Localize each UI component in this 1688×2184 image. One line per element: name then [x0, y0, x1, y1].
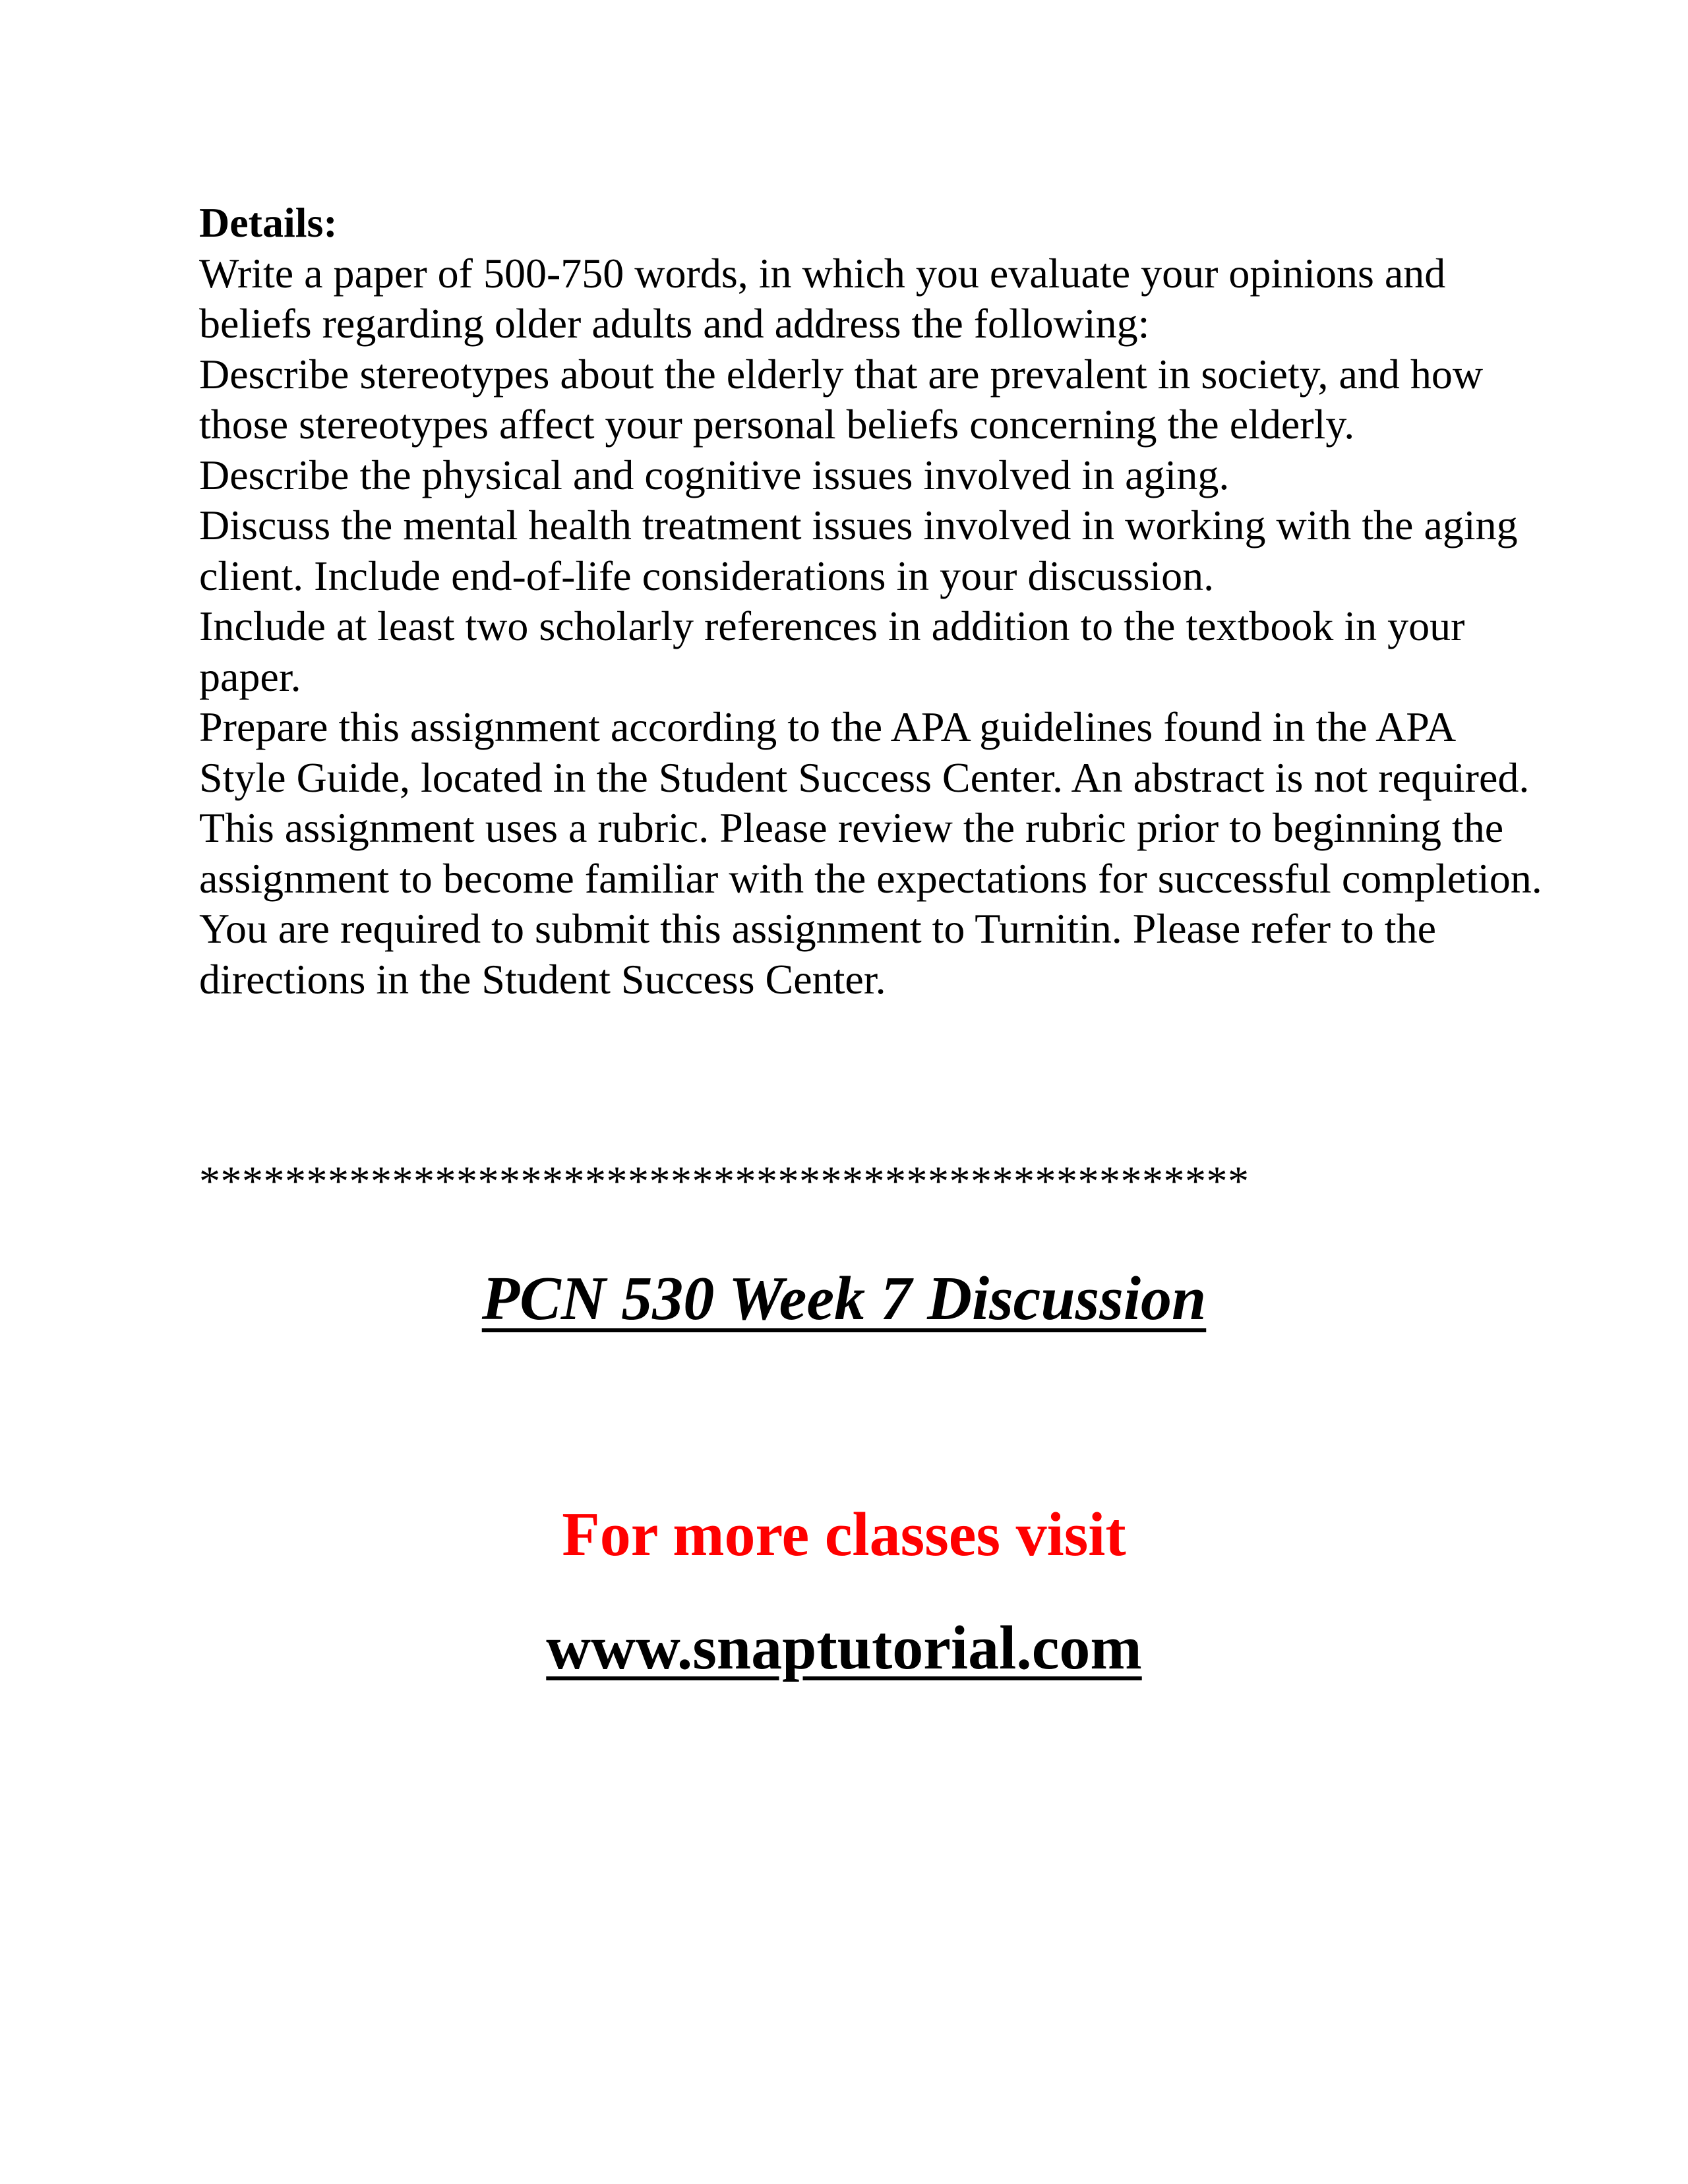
details-heading: Details:	[199, 199, 338, 246]
details-paragraph-references: Include at least two scholarly references in addition to the textbook in your paper.	[199, 603, 1465, 700]
course-title: PCN 530 Week 7 Discussion	[481, 1264, 1207, 1333]
details-paragraph-turnitin: You are required to submit this assignment to Turnitin. Please refer to the directions in the Student Success Center.	[199, 905, 1436, 1003]
details-section	[199, 198, 1544, 1005]
details-paragraph-apa: Prepare this assignment according to the APA guidelines found in the APA Style Guide, located in the Student Success Center. An abstract is not required.	[199, 703, 1530, 801]
promo-text: For more classes visit	[562, 1500, 1126, 1569]
site-link[interactable]: www.snaptutorial.com	[546, 1614, 1142, 1682]
details-paragraph-physical-cognitive: Describe the physical and cognitive issues involved in aging.	[199, 451, 1230, 498]
details-paragraph-rubric: This assignment uses a rubric. Please review the rubric prior to beginning the assignment to become familiar with the expectations for successful completion.	[199, 804, 1542, 902]
details-paragraph-mental-health: Discuss the mental health treatment issues involved in working with the aging client. Include end-of-life considerations in your discussion.	[199, 502, 1518, 599]
details-paragraph-word-count: Write a paper of 500-750 words, in which you evaluate your opinions and beliefs regarding older adults and address the following:	[199, 249, 1446, 347]
details-paragraph-stereotypes: Describe stereotypes about the elderly that are prevalent in society, and how those stereotypes affect your personal beliefs concerning the elderly.	[199, 350, 1484, 448]
asterisk-separator: *************************************************	[199, 1158, 1250, 1204]
